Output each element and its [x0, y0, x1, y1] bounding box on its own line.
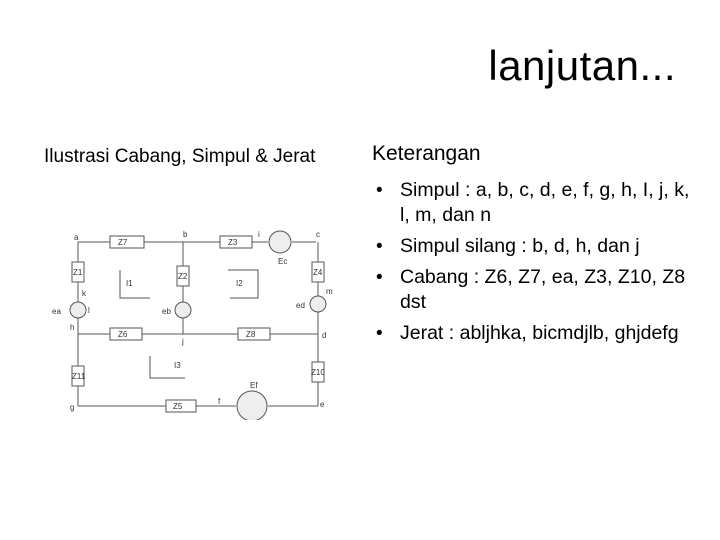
node-label: a — [74, 233, 79, 242]
impedance-label: Z10 — [311, 368, 325, 377]
slide-title: lanjutan... — [488, 42, 676, 89]
illustration-heading: Ilustrasi Cabang, Simpul & Jerat — [44, 146, 316, 167]
current-label: I3 — [174, 361, 181, 370]
impedance-label: Z8 — [246, 330, 256, 339]
node-label: g — [70, 403, 75, 412]
source-ef-icon — [237, 391, 267, 420]
list-item-text: Jerat : abljhka, bicmdjlb, ghjdefg — [400, 322, 679, 344]
node-label: k — [82, 289, 86, 298]
source-eb-icon — [175, 302, 191, 318]
impedance-label: Z6 — [118, 330, 128, 339]
list-item — [372, 321, 692, 346]
node-label: h — [70, 323, 75, 332]
bullet-icon: • — [376, 267, 383, 288]
impedance-label: Z1 — [73, 268, 83, 277]
source-ea-icon — [70, 302, 86, 318]
list-item-text: Simpul : a, b, c, d, e, f, g, h, I, j, k, l, m, dan n — [400, 179, 690, 226]
impedance-label: Z3 — [228, 238, 238, 247]
source-ed-icon — [310, 296, 326, 312]
node-label: d — [322, 331, 327, 340]
current-label: I2 — [236, 279, 243, 288]
source-ec-icon — [269, 231, 291, 253]
source-label: eb — [162, 307, 171, 316]
impedance-label: Z4 — [313, 268, 323, 277]
node-label: m — [326, 287, 333, 296]
source-label: Ef — [250, 381, 258, 390]
description-list — [372, 178, 692, 352]
bullet-icon: • — [376, 323, 383, 344]
current-label: I1 — [126, 279, 133, 288]
node-label: c — [316, 230, 320, 239]
list-item-text: Simpul silang : b, d, h, dan j — [400, 235, 640, 257]
list-item-text: Cabang : Z6, Z7, ea, Z3, Z10, Z8 dst — [400, 266, 686, 313]
bullet-icon: • — [376, 180, 383, 201]
node-label: f — [218, 397, 221, 406]
node-label: l — [88, 306, 90, 315]
circuit-labels — [52, 230, 333, 412]
node-label: j — [182, 337, 184, 346]
node-label: i — [258, 230, 260, 239]
impedance-label: Z11 — [72, 372, 86, 381]
voltage-sources — [70, 231, 326, 420]
bullet-icon: • — [376, 236, 383, 257]
impedance-label: Z5 — [173, 402, 183, 411]
impedance-label: Z2 — [178, 272, 188, 281]
source-label: ed — [296, 301, 305, 310]
node-label: b — [183, 230, 188, 239]
source-label: Ec — [278, 257, 288, 266]
impedance-label: Z7 — [118, 238, 128, 247]
list-item — [372, 265, 692, 315]
list-item — [372, 178, 692, 228]
description-heading: Keterangan — [372, 142, 481, 165]
list-item — [372, 234, 692, 259]
node-label: e — [320, 400, 325, 409]
source-label: ea — [52, 307, 61, 316]
circuit-diagram — [40, 210, 340, 420]
circuit-wires — [78, 242, 318, 406]
